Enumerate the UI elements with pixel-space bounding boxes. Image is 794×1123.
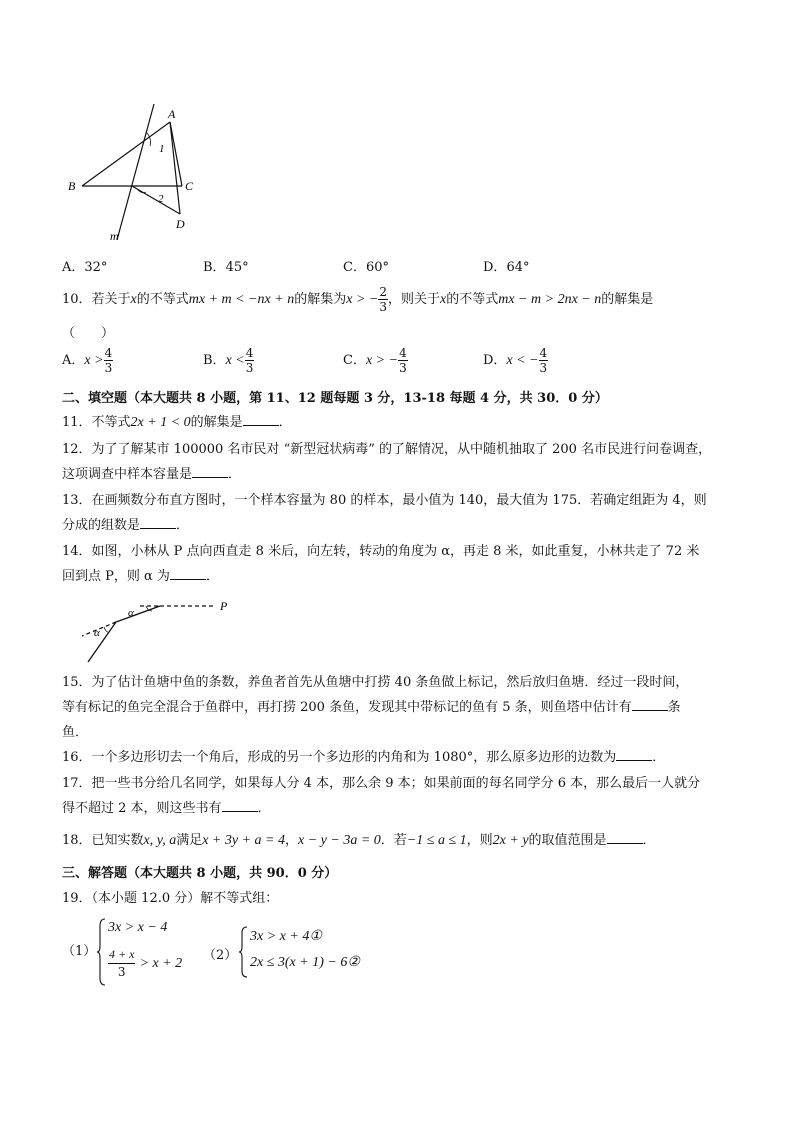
q19-p2-ineq-1: 3x > x + 4① bbox=[250, 929, 322, 944]
text: 条 bbox=[667, 700, 681, 715]
q17-line-1: 17．把一些书分给几名同学，如果每人分 4 本，那么余 9 本；如果前面的每名同学分 6 本，那么最后一人就分 bbox=[62, 776, 701, 791]
label-p: P bbox=[220, 599, 228, 613]
math: mx − m > 2nx − n bbox=[498, 292, 602, 307]
text: 的不等式 bbox=[136, 292, 189, 307]
text: 的解集是 bbox=[601, 292, 654, 307]
text: ． bbox=[228, 467, 242, 482]
text: 的解集为 bbox=[294, 292, 347, 307]
brace-icon bbox=[238, 926, 248, 978]
option-value: 45° bbox=[225, 260, 249, 275]
math: 2x + y bbox=[492, 833, 529, 848]
q10-paren: （ ） bbox=[62, 326, 115, 341]
math: x − y − 3a = 0 bbox=[298, 833, 381, 848]
numerator: 2 bbox=[379, 285, 387, 299]
answer-blank[interactable] bbox=[632, 697, 668, 711]
numerator: 4 bbox=[539, 346, 548, 360]
q18 bbox=[62, 829, 742, 853]
fraction bbox=[108, 946, 135, 981]
q12-line-1: 12．为了了解某市 100000 名市民对 “新型冠状病毒” 的了解情况，从中随机抽取了 200 名市民进行问卷调查， bbox=[62, 442, 712, 457]
path-figure bbox=[62, 592, 242, 666]
math: mx + m < −nx + n bbox=[188, 292, 295, 307]
fraction bbox=[398, 346, 408, 375]
option-letter: A． bbox=[62, 353, 85, 368]
q13-line-1: 13．在画频数分布直方图时，一个样本容量为 80 的样本，最小值为 140，最大值为 175．若确定组距为 4，则 bbox=[62, 493, 707, 508]
label-d: D bbox=[176, 217, 185, 231]
math: x < − bbox=[506, 353, 539, 368]
section-3-header: 三、解答题（本大题共 8 小题，共 90．0 分） bbox=[62, 866, 338, 881]
answer-blank[interactable] bbox=[170, 566, 206, 580]
q15-line-2 bbox=[62, 696, 742, 720]
numerator: 4 bbox=[399, 346, 407, 360]
option-letter: C． bbox=[343, 260, 366, 275]
math: x > − bbox=[346, 292, 379, 307]
denominator: 3 bbox=[117, 965, 126, 979]
q19-part-1-label: （1） bbox=[62, 944, 97, 959]
q19-part-2-label: （2） bbox=[203, 948, 238, 963]
text: 的解集是 bbox=[190, 415, 243, 430]
option-a[interactable] bbox=[62, 256, 107, 275]
math: x bbox=[440, 292, 447, 307]
numerator: 4 bbox=[245, 346, 254, 360]
q17-line-2 bbox=[62, 797, 742, 821]
q13-line-2 bbox=[62, 514, 742, 538]
option-d[interactable] bbox=[483, 346, 548, 375]
q19-p1-ineq-2 bbox=[108, 946, 182, 981]
label-b: B bbox=[68, 179, 76, 193]
q14-line-2 bbox=[62, 565, 742, 589]
numerator: 4 bbox=[104, 346, 113, 360]
math: > x + 2 bbox=[139, 956, 183, 971]
math: −1 ≤ a ≤ 1 bbox=[406, 833, 467, 848]
answer-blank[interactable] bbox=[140, 515, 176, 529]
numerator: 4 + x bbox=[108, 946, 135, 964]
text: ． bbox=[257, 801, 271, 816]
text: ，则 bbox=[466, 833, 493, 848]
option-b[interactable] bbox=[203, 256, 249, 275]
answer-blank[interactable] bbox=[243, 412, 279, 426]
option-value: 60° bbox=[365, 260, 389, 275]
fraction bbox=[245, 346, 255, 375]
text: 的不等式 bbox=[446, 292, 499, 307]
text: 回到点 P，则 α 为 bbox=[62, 569, 170, 584]
option-b[interactable] bbox=[203, 346, 254, 375]
option-letter: D． bbox=[483, 353, 507, 368]
brace-icon bbox=[96, 918, 106, 986]
option-value: 64° bbox=[506, 260, 530, 275]
text: ．若 bbox=[380, 833, 407, 848]
denominator: 3 bbox=[539, 361, 548, 375]
math: x, y, a bbox=[143, 833, 177, 848]
label-a: A bbox=[168, 107, 176, 121]
label-angle-1: 1 bbox=[159, 143, 165, 155]
answer-blank[interactable] bbox=[192, 464, 228, 478]
denominator: 3 bbox=[379, 300, 387, 314]
math: x + 3y + a = 4 bbox=[202, 833, 285, 848]
option-d[interactable] bbox=[483, 256, 529, 275]
q16 bbox=[62, 746, 742, 770]
option-c[interactable] bbox=[343, 346, 408, 375]
q19-p2-ineq-2: 2x ≤ 3(x + 1) − 6② bbox=[250, 955, 360, 970]
text: 18．已知实数 bbox=[62, 833, 144, 848]
label-angle-2: 2 bbox=[158, 193, 164, 205]
text: 的取值范围是 bbox=[528, 833, 607, 848]
label-m: m bbox=[110, 229, 119, 243]
math: x bbox=[130, 292, 137, 307]
text: 16．一个多边形切去一个角后，形成的另一个多边形的内角和为 1080°，那么原多边形的边数为 bbox=[62, 750, 617, 765]
text: ． bbox=[205, 569, 219, 584]
text: ． bbox=[652, 750, 666, 765]
q12-line-2 bbox=[62, 463, 742, 487]
option-letter: C． bbox=[343, 353, 366, 368]
option-letter: D． bbox=[483, 260, 507, 275]
denominator: 3 bbox=[104, 361, 113, 375]
text: ． bbox=[278, 415, 292, 430]
text: ． bbox=[642, 833, 656, 848]
text: 11．不等式 bbox=[62, 415, 131, 430]
q15-line-1: 15．为了估计鱼塘中鱼的条数，养鱼者首先从鱼塘中打捞 40 条鱼做上标记，然后放归鱼塘．经过一段时间， bbox=[62, 675, 689, 690]
text: 等有标记的鱼完全混合于鱼群中，再打捞 200 条鱼，发现其中带标记的鱼有 5 条，则鱼塔中估计有 bbox=[62, 700, 632, 715]
text: 满足 bbox=[176, 833, 203, 848]
text: ，则关于 bbox=[387, 292, 440, 307]
fraction bbox=[378, 285, 388, 314]
math: 2x + 1 < 0 bbox=[130, 415, 191, 430]
q10-stem bbox=[62, 285, 653, 314]
option-letter: B． bbox=[203, 260, 226, 275]
answer-blank[interactable] bbox=[222, 798, 258, 812]
q11 bbox=[62, 411, 742, 435]
text: ， bbox=[285, 833, 299, 848]
section-2-header: 二、填空题（本大题共 8 小题，第 11、12 题每题 3 分，13-18 每题 4 分，共 30．0 分） bbox=[62, 391, 608, 406]
q19-p1-ineq-1: 3x > x − 4 bbox=[108, 920, 168, 935]
math: x < bbox=[225, 353, 245, 368]
math: x > bbox=[84, 353, 104, 368]
math: x > − bbox=[365, 353, 399, 368]
q14-line-1: 14．如图，小林从 P 点向西直走 8 米后，向左转，转动的角度为 α，再走 8 米，如此重复，小林共走了 72 米 bbox=[62, 544, 700, 559]
denominator: 3 bbox=[399, 361, 407, 375]
text: 分成的组数是 bbox=[62, 518, 141, 533]
option-value: 32° bbox=[84, 260, 108, 275]
triangle-figure bbox=[62, 98, 202, 246]
fraction bbox=[104, 346, 114, 375]
text: 得不超过 2 本，则这些书有 bbox=[62, 801, 222, 816]
denominator: 3 bbox=[245, 361, 254, 375]
q19-title: 19．（本小题 12.0 分）解不等式组： bbox=[62, 891, 279, 906]
option-letter: A． bbox=[62, 260, 85, 275]
label-alpha-bottom: α bbox=[94, 627, 100, 639]
label-c: C bbox=[185, 179, 194, 193]
option-c[interactable] bbox=[343, 256, 389, 275]
option-a[interactable] bbox=[62, 346, 113, 375]
answer-blank[interactable] bbox=[607, 830, 643, 844]
text: ． bbox=[176, 518, 190, 533]
text: 10．若关于 bbox=[62, 292, 131, 307]
label-alpha-top: α bbox=[128, 607, 134, 619]
text: 这项调查中样本容量是 bbox=[62, 467, 193, 482]
fraction bbox=[539, 346, 549, 375]
answer-blank[interactable] bbox=[616, 747, 652, 761]
q15-line-3: 鱼． bbox=[62, 725, 89, 740]
option-letter: B． bbox=[203, 353, 226, 368]
